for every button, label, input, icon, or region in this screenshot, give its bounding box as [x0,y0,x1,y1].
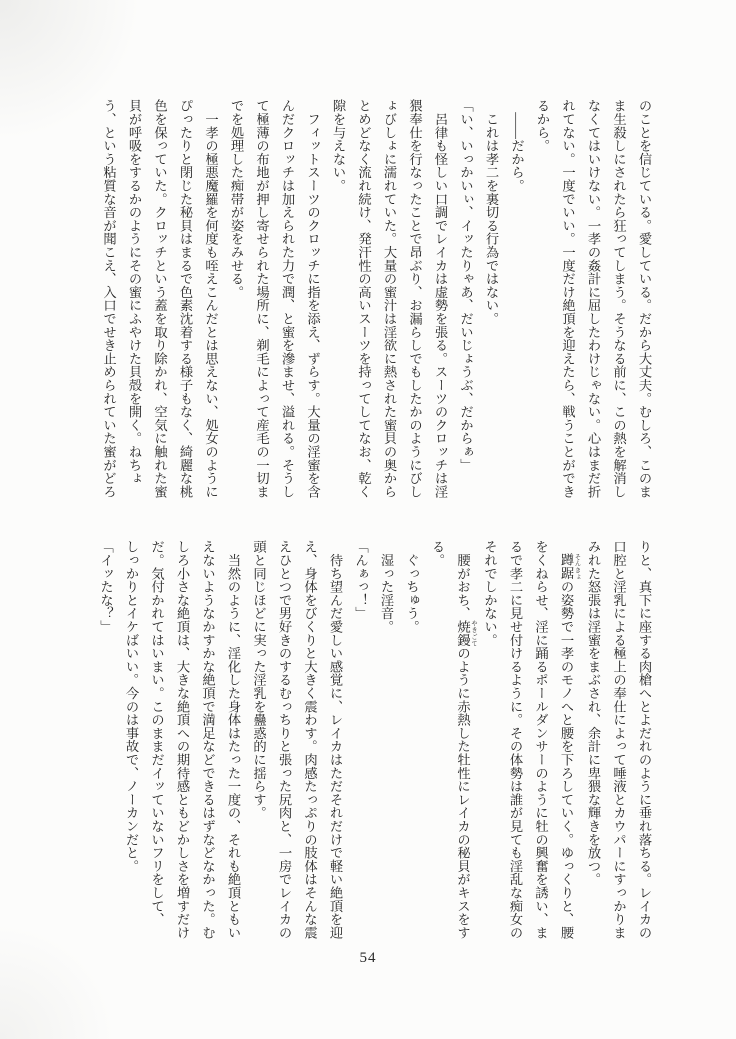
text-line: 湿った淫音。 [379,540,394,634]
text-line: 腰がおち、焼鏝 やきごてのように赤熱した牡性にレイカの秘貝がキスをす [455,540,477,940]
text-line: 待ち望んだ愛しい感覚に、レイカはただそれだけで軽い絶頂を迎 [328,540,343,939]
text-line: とめどなく流れ続け、発汗性の高いスーツを持ってしてなお、乾く [356,99,372,498]
text-line: 「イッたな？」 [98,540,114,634]
text-line: ま生殺しにされたら狂ってしまう。そうなる前に、この熱を解消し [611,99,627,498]
text-line: う、という粘質な音が聞こえ、入口でせき止められていた蜜がどろ [101,99,117,498]
text-line: これは孝二を裏切る行為ではない。 [484,99,499,326]
text-line: でを処理した痴帯が姿をみせる。 [229,99,244,299]
page-number: 54 [359,950,377,966]
text-line: て極薄の布地が押し寄せられた場所に、剃毛によって産毛の一切ま [254,99,270,498]
text-line: ぐっちゅう。 [404,540,420,634]
text-line: ――だから。 [509,99,525,193]
text-line: 頭と同じほどに実った淫乳を蠱惑的に揺らす。 [251,540,267,820]
text-line: れてない。一度でいい。一度だけ絶頂を迎えたら、戦うことができ [560,99,576,498]
text-block-top [96,99,657,503]
text-line: だ。気付かれてはいまい。このままだイッていないフリをして、 [149,540,165,926]
text-line: 一孝の極悪魔羅を何度も咥えこんだとは思えない、処女のように [203,99,219,498]
text-line: 口腔と淫乳による極上の奉仕によって唾液とカウパーにすっかりま [611,540,627,939]
text-line: んだクロッチは加えられた力で潤、と蜜を滲ませ、溢れる。そうし [280,99,295,498]
text-line: るで孝二に見せ付けるように。その体勢は誰が見ても淫乱な痴女の [508,540,523,939]
text-line: をくねらせ、淫に踊るポールダンサーのように牡の興奮を誘い、ま [533,540,549,939]
text-line: 「い、いっかいぃ、イッたりゃあ、だいじょうぶ、だからぁ」 [458,99,474,472]
text-line: 隙を与えない。 [331,99,346,193]
text-line: 「んぁっ！」 [353,540,369,620]
text-line: 当然のように、淫化した身体はたった一度の、それも絶頂ともい [226,540,241,939]
text-line: 色を保っていた。クロッチという蓋を取り除かれ、空気に触れた蜜 [152,99,168,498]
text-line: 貝が呼吸をするかのようにその蜜にふやけた貝殻を開く。ねちょ [127,99,142,485]
text-line: フィットスーツのクロッチに指を添え、ずらす。大量の淫蜜を含 [305,99,321,498]
text-line: それでしかない。 [482,540,498,647]
text-line: りと、真下に座する肉槍へとよだれのように垂れ落ちる。レイカの [637,540,652,939]
text-block-bottom [96,540,657,944]
text-line: 呂律も怪しい口調でレイカは虚勢を張る。スーツのクロッチは淫 [433,99,448,498]
text-line: えないようなかすかな絶頂で満足などできるはずなどなかった。む [200,540,216,939]
text-line: るから。 [535,99,550,153]
text-line: なくてはいけない。一孝の姦計に屈したわけじゃない。心はまだ折 [586,99,601,498]
text-line: みれた怒張は淫蜜をまぶされ、余計に卑猥な輝きを放つ。 [586,540,601,886]
text-line: 蹲踞 そんきょの姿勢で一孝のモノへと腰を下ろしていく。ゆっくりと、腰 [559,553,581,940]
text-line: 猥奉仕を行なったことで昂ぶり、お漏らしでもしたかのようにびし [407,99,423,498]
text-line: ょびしょに濡れていた。大量の蜜汁は淫欲に熱された蜜貝の奥から [382,99,397,498]
text-line: のことを信じている。愛している。だから大丈夫。むしろ、このま [637,99,652,498]
text-line: ぴったりと閉じた秘貝はまるで色素沈着する様子もなく、綺麗な桃 [178,99,193,498]
text-line: え、身体をびくりと大きく震わす。肉感たっぷりの肢体はそんな震 [302,540,318,939]
text-line: しろ小さな絶頂は、大きな絶頂への期待感ともどかしさを増すだけ [175,540,190,939]
text-line: えひとつで男好きのするむっちりと張った尻肉と、一房でレイカの [277,540,292,939]
text-line: る。 [430,540,445,567]
text-line: しっかりとイケばいい。今のは事故で、ノーカンだと。 [124,540,139,873]
